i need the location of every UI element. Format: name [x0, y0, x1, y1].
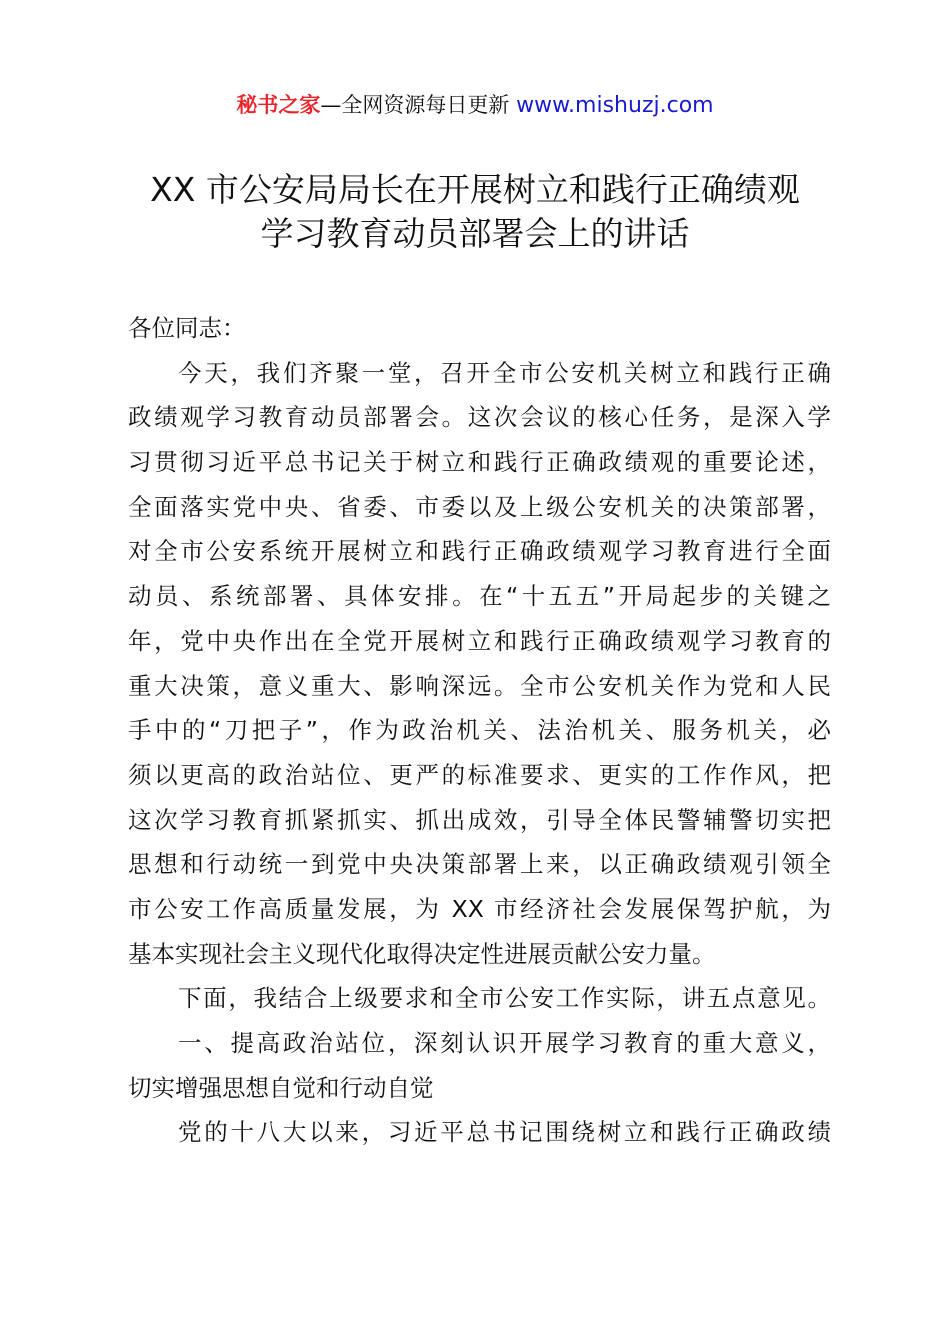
text-line: 重大决策，意义重大、影响深远。全市公安机关作为党和人民 [128, 671, 831, 700]
text-line: 动员、系统部署、具体安排。在“十五五”开局起步的关键之 [128, 582, 831, 611]
text-line: 习贯彻习近平总书记关于树立和践行正确政绩观的重要论述， [128, 448, 831, 477]
document-body [128, 306, 831, 1155]
text-line: 基本实现社会主义现代化取得决定性进展贡献公安力量。 [128, 939, 716, 968]
site-banner [0, 88, 950, 123]
document-title [60, 168, 890, 256]
text-line: 思想和行动统一到党中央决策部署上来，以正确政绩观引领全 [128, 850, 831, 879]
section-heading-1: 一、提高政治站位，深刻认识开展学习教育的重大意义， [178, 1029, 831, 1057]
site-url-link[interactable]: www.mishuzj.com [516, 93, 714, 118]
text-line: 须以更高的政治站位、更严的标准要求、更实的工作作风，把 [128, 760, 831, 789]
text-line: 年，党中央作出在全党开展树立和践行正确政绩观学习教育的 [128, 626, 831, 655]
title-line-1: XX 市公安局局长在开展树立和践行正确绩观 [150, 170, 800, 209]
text-line: 对全市公安系统开展树立和践行正确政绩观学习教育进行全面 [128, 537, 831, 566]
text-line: 全面落实党中央、省委、市委以及上级公安机关的决策部署， [128, 492, 831, 521]
text-line: 下面，我结合上级要求和全市公安工作实际，讲五点意见。 [178, 984, 831, 1013]
section-heading-1-cont: 切实增强思想自觉和行动自觉 [128, 1073, 434, 1102]
text-line: 今天，我们齐聚一堂，召开全市公安机关树立和践行正确 [178, 358, 831, 387]
text-line: 政绩观学习教育动员部署会。这次会议的核心任务，是深入学 [128, 403, 831, 432]
text-line: 党的十八大以来，习近平总书记围绕树立和践行正确政绩 [178, 1118, 831, 1147]
brand-logo-text: 秘书之家 [236, 93, 321, 117]
title-line-2: 学习教育动员部署会上的讲话 [260, 214, 690, 253]
text-line: 这次学习教育抓紧抓实、抓出成效，引导全体民警辅警切实把 [128, 805, 831, 834]
text-line: 手中的“刀把子”，作为政治机关、法治机关、服务机关，必 [128, 716, 831, 745]
text-line: 市公安工作高质量发展，为 XX 市经济社会发展保驾护航，为 [128, 894, 831, 923]
salutation: 各位同志： [128, 314, 246, 342]
banner-slogan: —全网资源每日更新 [320, 93, 517, 117]
